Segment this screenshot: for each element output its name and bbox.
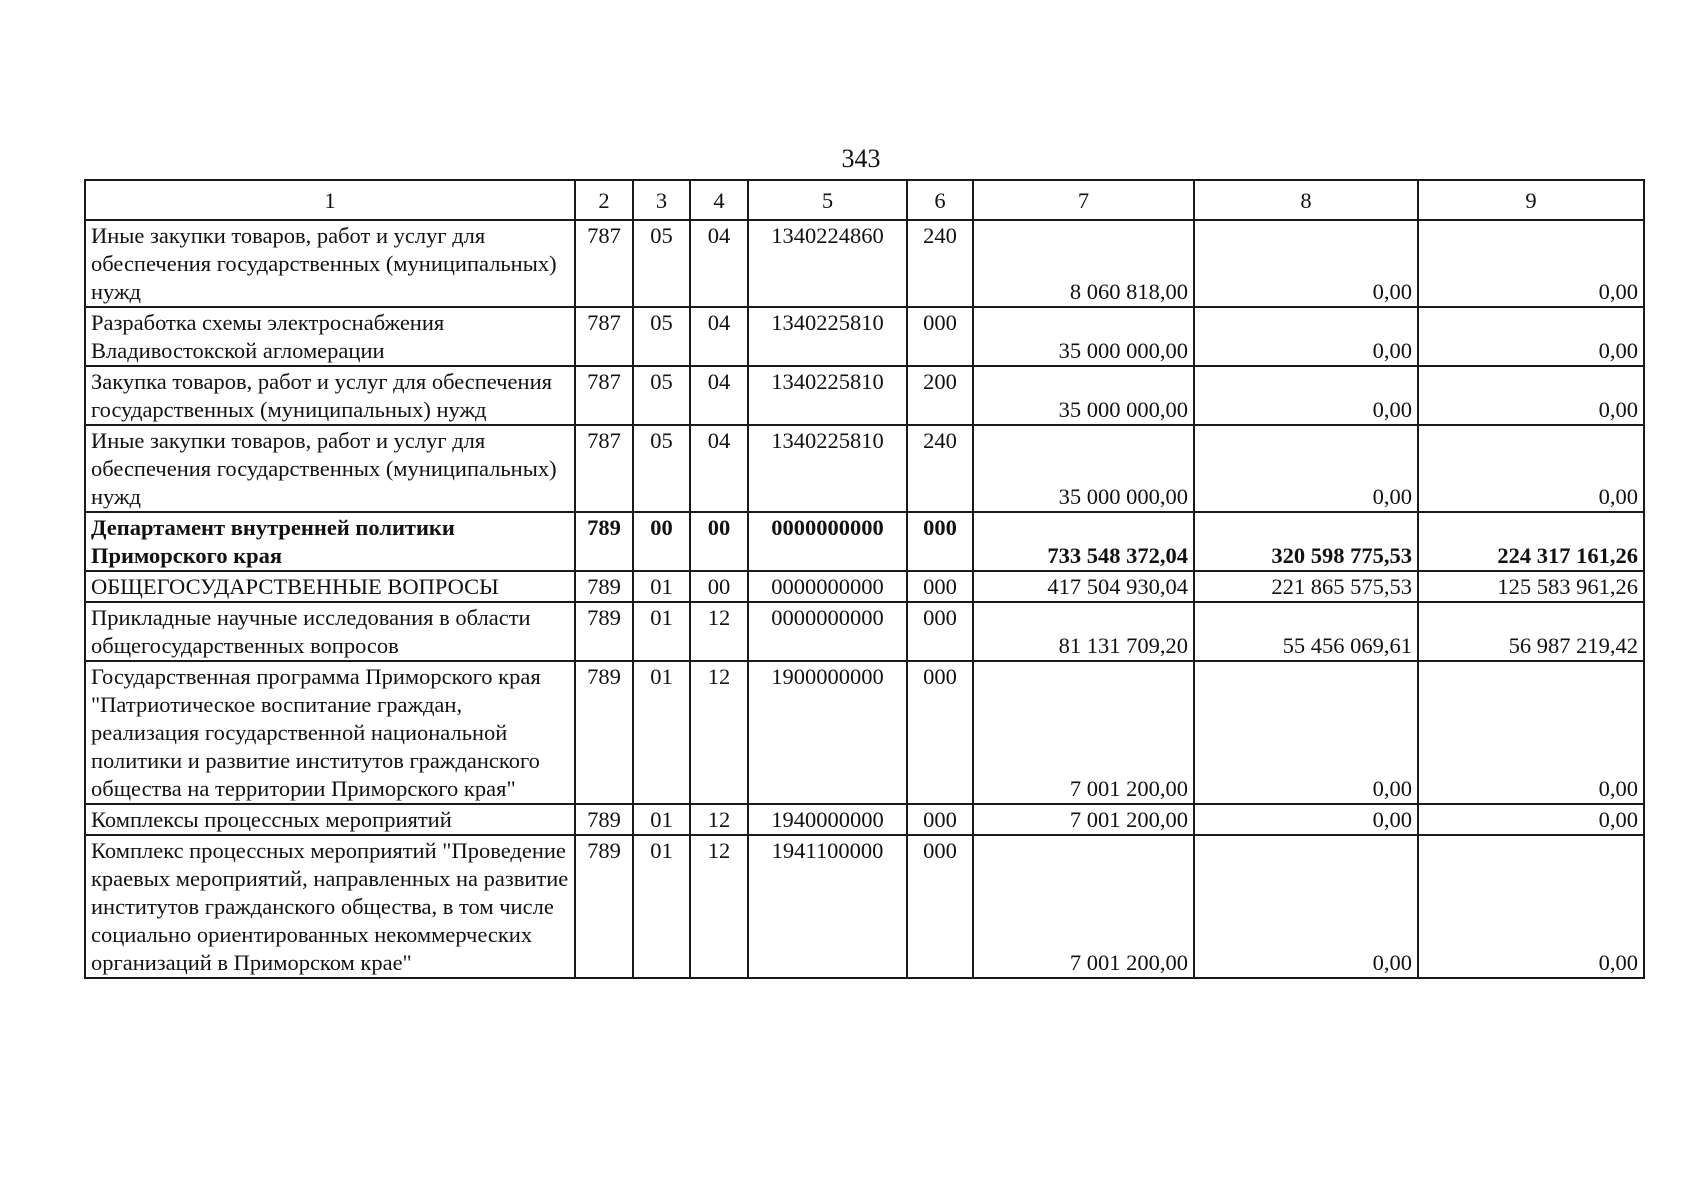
row-vr-code: 000	[907, 512, 973, 571]
row-rz-code: 05	[633, 425, 690, 512]
table-row	[85, 661, 1644, 804]
row-csr-code: 0000000000	[748, 571, 907, 602]
row-pr-code: 00	[690, 512, 748, 571]
row-name: Закупка товаров, работ и услуг для обеспечения государственных (муниципальных) нужд	[85, 366, 575, 425]
row-name: Государственная программа Приморского края "Патриотическое воспитание граждан, реализация государственной национальной политики и развитие институтов гражданского общества на территории Приморского края"	[85, 661, 575, 804]
row-vr-code: 000	[907, 602, 973, 661]
row-name: Иные закупки товаров, работ и услуг для обеспечения государственных (муниципальных) нужд	[85, 220, 575, 307]
row-amount-year2: 0,00	[1194, 425, 1418, 512]
table-row	[85, 366, 1644, 425]
col-header-1: 1	[85, 180, 575, 220]
row-amount-year3: 0,00	[1418, 425, 1644, 512]
row-rz-code: 01	[633, 835, 690, 978]
row-name: Департамент внутренней политики Приморского края	[85, 512, 575, 571]
row-amount-year1: 733 548 372,04	[973, 512, 1194, 571]
row-amount-year1: 35 000 000,00	[973, 307, 1194, 366]
row-vr-code: 000	[907, 804, 973, 835]
row-pr-code: 04	[690, 220, 748, 307]
col-header-5: 5	[748, 180, 907, 220]
row-gr-code: 789	[575, 835, 633, 978]
col-header-8: 8	[1194, 180, 1418, 220]
row-amount-year3: 0,00	[1418, 804, 1644, 835]
row-vr-code: 240	[907, 220, 973, 307]
row-amount-year3: 0,00	[1418, 220, 1644, 307]
row-pr-code: 04	[690, 307, 748, 366]
row-pr-code: 04	[690, 425, 748, 512]
row-csr-code: 1340225810	[748, 425, 907, 512]
row-gr-code: 789	[575, 661, 633, 804]
row-amount-year1: 35 000 000,00	[973, 425, 1194, 512]
row-amount-year2: 221 865 575,53	[1194, 571, 1418, 602]
row-name: Прикладные научные исследования в области общегосударственных вопросов	[85, 602, 575, 661]
table-row	[85, 307, 1644, 366]
row-pr-code: 12	[690, 602, 748, 661]
row-csr-code: 1340225810	[748, 366, 907, 425]
row-vr-code: 200	[907, 366, 973, 425]
row-amount-year1: 417 504 930,04	[973, 571, 1194, 602]
row-rz-code: 05	[633, 366, 690, 425]
row-pr-code: 12	[690, 804, 748, 835]
row-amount-year3: 0,00	[1418, 835, 1644, 978]
row-amount-year3: 224 317 161,26	[1418, 512, 1644, 571]
row-amount-year3: 125 583 961,26	[1418, 571, 1644, 602]
row-rz-code: 01	[633, 571, 690, 602]
row-amount-year2: 0,00	[1194, 661, 1418, 804]
header-row	[85, 180, 1644, 220]
row-amount-year1: 35 000 000,00	[973, 366, 1194, 425]
row-csr-code: 1940000000	[748, 804, 907, 835]
row-amount-year3: 0,00	[1418, 366, 1644, 425]
row-gr-code: 789	[575, 804, 633, 835]
row-gr-code: 787	[575, 220, 633, 307]
col-header-2: 2	[575, 180, 633, 220]
row-name: Иные закупки товаров, работ и услуг для обеспечения государственных (муниципальных) нужд	[85, 425, 575, 512]
col-header-4: 4	[690, 180, 748, 220]
budget-table	[84, 179, 1645, 979]
col-header-6: 6	[907, 180, 973, 220]
row-rz-code: 00	[633, 512, 690, 571]
row-amount-year2: 0,00	[1194, 220, 1418, 307]
row-vr-code: 000	[907, 835, 973, 978]
row-amount-year2: 0,00	[1194, 835, 1418, 978]
table-body	[85, 220, 1644, 978]
row-name: Комплексы процессных мероприятий	[85, 804, 575, 835]
table-row	[85, 804, 1644, 835]
table-row	[85, 835, 1644, 978]
row-amount-year1: 7 001 200,00	[973, 661, 1194, 804]
row-csr-code: 0000000000	[748, 512, 907, 571]
row-amount-year2: 55 456 069,61	[1194, 602, 1418, 661]
row-gr-code: 787	[575, 307, 633, 366]
row-name: Комплекс процессных мероприятий "Проведение краевых мероприятий, направленных на развитие институтов гражданского общества, в том числе социально ориентированных некоммерческих организаций в Приморском крае"	[85, 835, 575, 978]
table-row	[85, 571, 1644, 602]
row-amount-year1: 7 001 200,00	[973, 835, 1194, 978]
row-amount-year3: 0,00	[1418, 661, 1644, 804]
row-amount-year2: 0,00	[1194, 366, 1418, 425]
row-rz-code: 01	[633, 804, 690, 835]
row-vr-code: 000	[907, 571, 973, 602]
row-csr-code: 0000000000	[748, 602, 907, 661]
page-number: 343	[841, 144, 881, 173]
row-amount-year1: 81 131 709,20	[973, 602, 1194, 661]
row-amount-year1: 7 001 200,00	[973, 804, 1194, 835]
row-rz-code: 05	[633, 220, 690, 307]
col-header-7: 7	[973, 180, 1194, 220]
row-vr-code: 000	[907, 661, 973, 804]
row-pr-code: 04	[690, 366, 748, 425]
row-name: Разработка схемы электроснабжения Владивостокской агломерации	[85, 307, 575, 366]
row-amount-year3: 0,00	[1418, 307, 1644, 366]
table-row	[85, 220, 1644, 307]
row-csr-code: 1900000000	[748, 661, 907, 804]
row-amount-year3: 56 987 219,42	[1418, 602, 1644, 661]
row-vr-code: 240	[907, 425, 973, 512]
row-amount-year2: 0,00	[1194, 804, 1418, 835]
row-amount-year1: 8 060 818,00	[973, 220, 1194, 307]
table-row	[85, 425, 1644, 512]
row-name: ОБЩЕГОСУДАРСТВЕННЫЕ ВОПРОСЫ	[85, 571, 575, 602]
row-pr-code: 00	[690, 571, 748, 602]
table-row	[85, 512, 1644, 571]
row-rz-code: 01	[633, 661, 690, 804]
col-header-3: 3	[633, 180, 690, 220]
row-amount-year2: 320 598 775,53	[1194, 512, 1418, 571]
table-row	[85, 602, 1644, 661]
row-csr-code: 1340225810	[748, 307, 907, 366]
row-rz-code: 05	[633, 307, 690, 366]
row-gr-code: 789	[575, 512, 633, 571]
row-amount-year2: 0,00	[1194, 307, 1418, 366]
row-gr-code: 787	[575, 425, 633, 512]
row-pr-code: 12	[690, 835, 748, 978]
row-vr-code: 000	[907, 307, 973, 366]
row-gr-code: 789	[575, 602, 633, 661]
row-gr-code: 789	[575, 571, 633, 602]
col-header-9: 9	[1418, 180, 1644, 220]
row-csr-code: 1941100000	[748, 835, 907, 978]
row-pr-code: 12	[690, 661, 748, 804]
row-csr-code: 1340224860	[748, 220, 907, 307]
row-gr-code: 787	[575, 366, 633, 425]
row-rz-code: 01	[633, 602, 690, 661]
